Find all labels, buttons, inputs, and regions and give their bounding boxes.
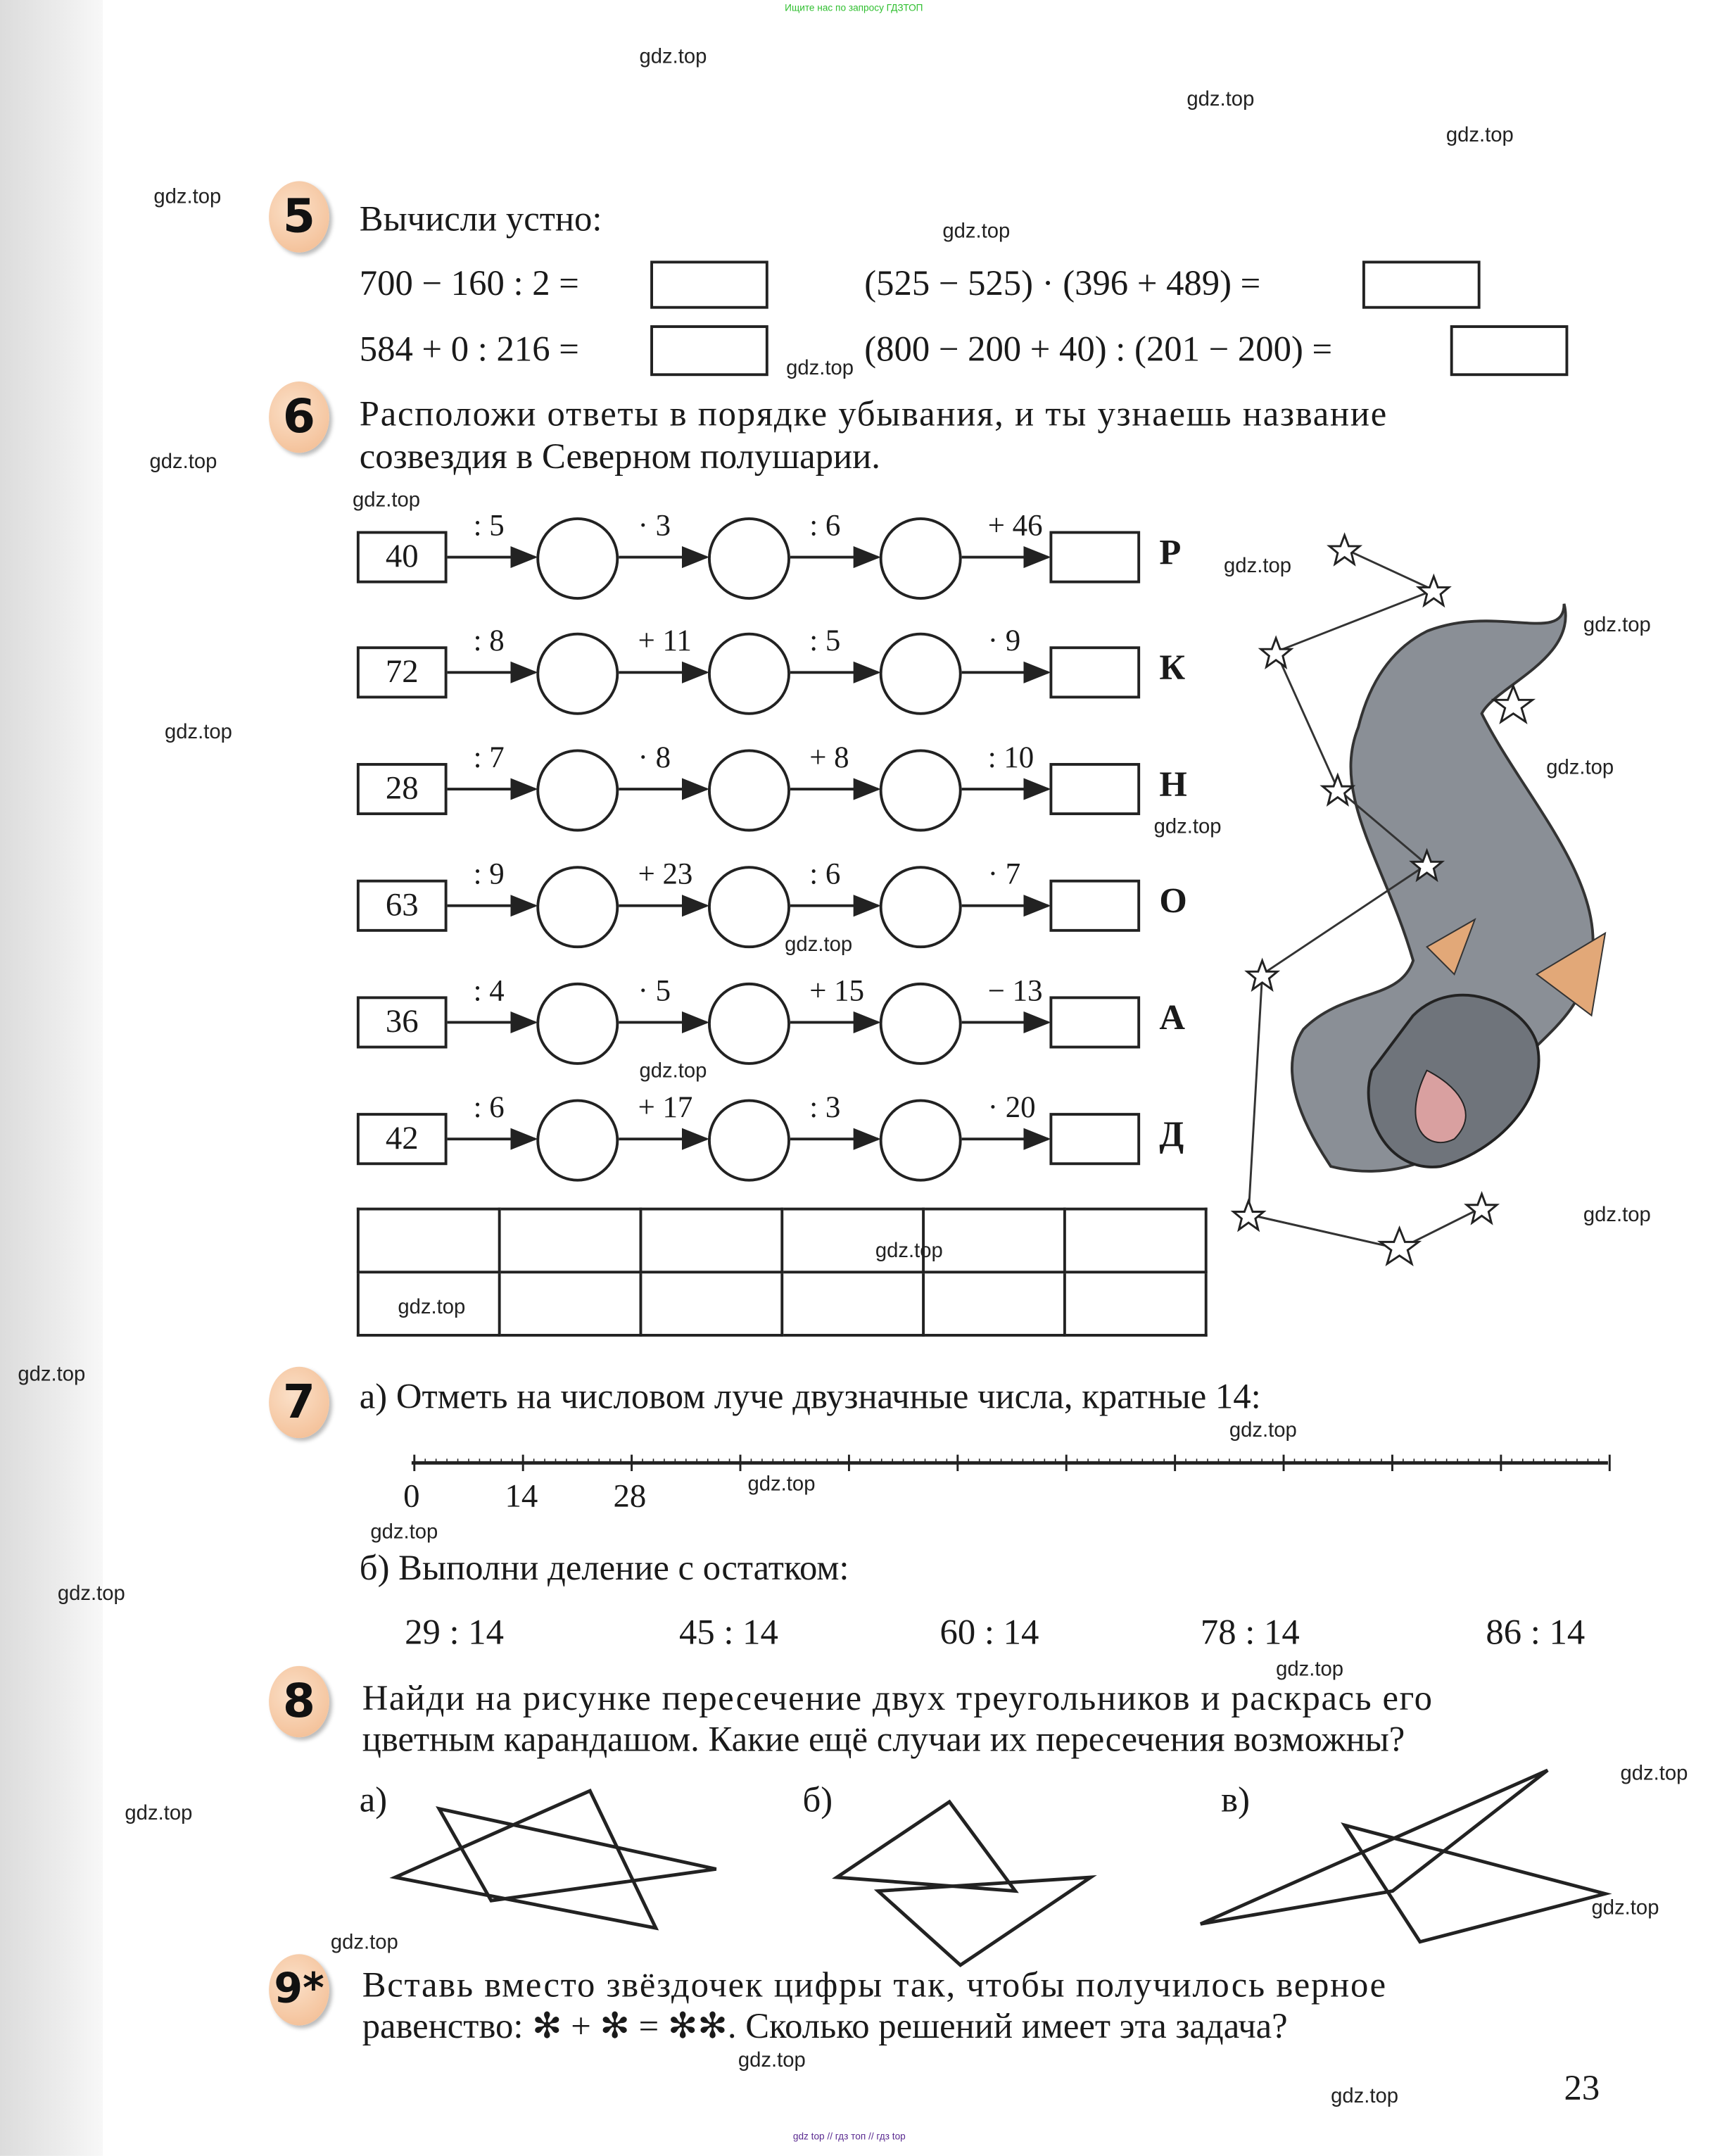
figure-label-a: а): [359, 1779, 388, 1820]
ex5-expr-1: 700 − 160 : 2 =: [359, 263, 579, 303]
chain-operation: · 5: [638, 973, 671, 1008]
ex8-text-line2: цветным карандашом. Какие ещё случаи их пересечения возможны?: [362, 1719, 1405, 1760]
watermark: gdz.top: [398, 1295, 466, 1319]
tick-label-0: 0: [403, 1479, 420, 1515]
tick-label-14: 14: [505, 1479, 538, 1515]
chain-letter: К: [1159, 648, 1186, 688]
exercise-7-badge: 7: [269, 1367, 329, 1438]
page-number: 23: [1564, 2068, 1600, 2108]
watermark: gdz.top: [738, 2048, 806, 2072]
chain-operation: : 4: [473, 973, 505, 1008]
chain-operation: : 5: [809, 623, 841, 657]
chain-start-value: 36: [357, 996, 448, 1048]
triangle-a2: [439, 1809, 716, 1901]
chain-start-value: 72: [357, 646, 448, 698]
division-5: 86 : 14: [1486, 1612, 1586, 1653]
chain-operation: : 9: [473, 856, 505, 891]
ex5-expr-3: 584 + 0 : 216 =: [359, 329, 579, 370]
division-3: 60 : 14: [939, 1612, 1039, 1653]
watermark: gdz.top: [330, 1931, 398, 1955]
chain-operation: + 46: [987, 508, 1043, 543]
watermark: gdz.top: [1583, 1203, 1651, 1227]
ex7-b-text: б) Выполни деление с остатком:: [359, 1548, 849, 1588]
exercise-6-badge: 6: [269, 382, 329, 453]
watermark: gdz.top: [149, 450, 217, 474]
chain-operation: · 7: [987, 856, 1021, 891]
chain-operation: + 23: [638, 856, 693, 891]
exercise-5-badge: 5: [269, 181, 329, 252]
watermark: gdz.top: [353, 488, 421, 512]
watermark: gdz.top: [639, 45, 707, 69]
watermark: gdz.top: [153, 185, 222, 209]
watermark: gdz.top: [18, 1362, 86, 1387]
chain-start-value: 28: [357, 763, 448, 815]
chain-operation: : 6: [809, 856, 841, 891]
figure-label-c: в): [1221, 1779, 1250, 1820]
watermark: gdz.top: [1153, 815, 1222, 839]
footer-ad[interactable]: gdz top // гдз топ // гдз top: [792, 2132, 906, 2143]
chain-operation: + 8: [809, 739, 849, 774]
chain-letter: О: [1159, 881, 1187, 921]
triangle-b2: [878, 1877, 1091, 1965]
watermark: gdz.top: [785, 933, 853, 957]
watermark: gdz.top: [875, 1239, 943, 1263]
ex9-text-line1: Вставь вместо звёздочек цифры так, чтобы получилось верное: [362, 1965, 1387, 2005]
chain-start-value: 40: [357, 531, 448, 583]
watermark: gdz.top: [1186, 87, 1255, 111]
ex6-text-line1: Расположи ответы в порядке убывания, и ты узнаешь название: [359, 393, 1388, 434]
exercise-9-badge: 9*: [269, 1954, 329, 2025]
chain-operation: : 6: [473, 1089, 505, 1124]
division-4: 78 : 14: [1200, 1612, 1300, 1653]
ex6-text-line2: созвездия в Северном полушарии.: [359, 436, 880, 477]
chain-letter: Р: [1159, 532, 1182, 572]
header-ad[interactable]: Ищите нас по запросу ГДЗТОП: [785, 4, 923, 14]
watermark: gdz.top: [786, 356, 854, 381]
watermark: gdz.top: [747, 1472, 816, 1496]
chain-letter: Н: [1159, 764, 1187, 805]
watermark: gdz.top: [1591, 1896, 1659, 1920]
ex5-title: Вычисли устно:: [359, 198, 602, 239]
division-2: 45 : 14: [679, 1612, 778, 1653]
tick-label-28: 28: [613, 1479, 647, 1515]
exercise-8-badge: 8: [269, 1666, 329, 1737]
watermark: gdz.top: [164, 720, 232, 744]
watermark: gdz.top: [1331, 2084, 1399, 2108]
chain-operation: : 8: [473, 623, 505, 657]
chain-operation: · 20: [987, 1089, 1036, 1124]
chain-letter: А: [1159, 997, 1186, 1038]
division-1: 29 : 14: [405, 1612, 504, 1653]
watermark: gdz.top: [1583, 613, 1651, 637]
watermark: gdz.top: [1229, 1418, 1297, 1443]
chain-operation: · 3: [638, 508, 671, 543]
watermark: gdz.top: [57, 1582, 125, 1606]
triangle-a1: [395, 1791, 655, 1928]
chain-operation: + 11: [638, 623, 692, 657]
chain-start-value: 42: [357, 1113, 448, 1165]
chain-operation: − 13: [987, 973, 1043, 1008]
chain-operation: : 3: [809, 1089, 841, 1124]
watermark: gdz.top: [942, 219, 1011, 244]
ex5-expr-2: (525 − 525) · (396 + 489) =: [864, 263, 1261, 303]
watermark: gdz.top: [639, 1059, 707, 1083]
chain-operation: : 6: [809, 508, 841, 543]
ex9-text-line2: равенство: ✻ + ✻ = ✻✻. Сколько решений имеет эта задача?: [362, 2006, 1288, 2046]
ex8-text-line1: Найди на рисунке пересечение двух треугольников и раскрась его: [362, 1678, 1434, 1718]
watermark: gdz.top: [1224, 554, 1291, 578]
watermark: gdz.top: [370, 1520, 438, 1544]
ex7-a-text: а) Отметь на числовом луче двузначные числа, кратные 14:: [359, 1376, 1261, 1416]
watermark: gdz.top: [1546, 756, 1614, 780]
triangle-b1: [837, 1802, 1015, 1891]
chain-operation: : 5: [473, 508, 505, 543]
watermark: gdz.top: [1620, 1762, 1688, 1786]
ex5-expr-4: (800 − 200 + 40) : (201 − 200) =: [864, 329, 1333, 370]
chain-start-value: 63: [357, 880, 448, 932]
watermark: gdz.top: [1445, 123, 1514, 147]
chain-operation: · 8: [638, 739, 671, 774]
watermark: gdz.top: [1276, 1658, 1344, 1682]
watermark: gdz.top: [125, 1801, 193, 1825]
chain-letter: Д: [1159, 1114, 1184, 1154]
chain-operation: + 17: [638, 1089, 693, 1124]
figure-label-b: б): [802, 1779, 833, 1820]
chain-operation: + 15: [809, 973, 865, 1008]
chain-operation: : 7: [473, 739, 505, 774]
triangle-c1: [1201, 1770, 1548, 1924]
chain-operation: · 9: [987, 623, 1021, 657]
chain-operation: : 10: [987, 739, 1034, 774]
